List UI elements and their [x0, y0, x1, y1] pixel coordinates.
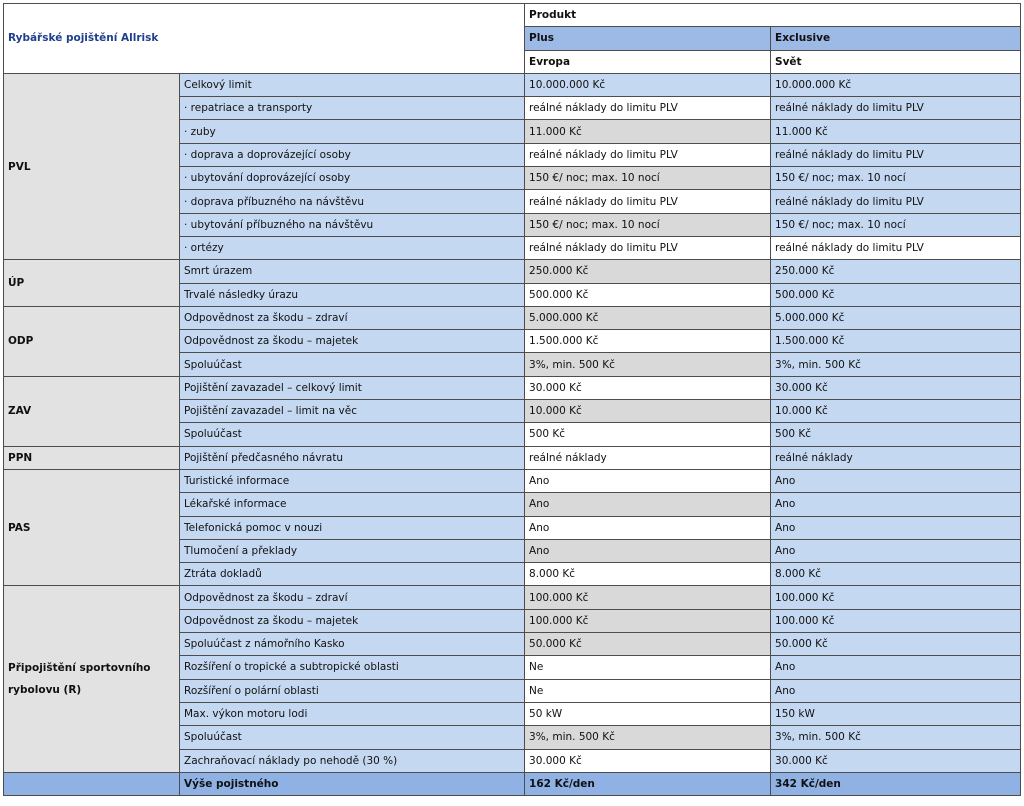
item-label: Turistické informace	[180, 469, 525, 492]
item-label: Odpovědnost za škodu – zdraví	[180, 586, 525, 609]
exclusive-value: reálné náklady	[771, 446, 1021, 469]
table-row	[4, 376, 1021, 399]
category-cell: Připojištění sportovního rybolovu (R)	[4, 586, 180, 772]
exclusive-value: 500.000 Kč	[771, 283, 1021, 306]
exclusive-value: 3%, min. 500 Kč	[771, 726, 1021, 749]
item-label: · zuby	[180, 120, 525, 143]
plus-value: reálné náklady	[525, 446, 771, 469]
exclusive-value: 150 kW	[771, 702, 1021, 725]
table-row	[4, 73, 1021, 96]
plus-value: Ano	[525, 469, 771, 492]
item-label: Pojištění předčasného návratu	[180, 446, 525, 469]
total-row	[4, 772, 1021, 795]
plus-value: 150 €/ noc; max. 10 nocí	[525, 213, 771, 236]
table-row	[4, 260, 1021, 283]
exclusive-value: 1.500.000 Kč	[771, 330, 1021, 353]
plus-value: 10.000.000 Kč	[525, 73, 771, 96]
plus-value: 50.000 Kč	[525, 633, 771, 656]
total-plus: 162 Kč/den	[525, 772, 771, 795]
plus-value: 3%, min. 500 Kč	[525, 726, 771, 749]
exclusive-value: 50.000 Kč	[771, 633, 1021, 656]
table-row	[4, 446, 1021, 469]
exclusive-value: 100.000 Kč	[771, 609, 1021, 632]
plus-value: reálné náklady do limitu PLV	[525, 190, 771, 213]
product-name-plus: Plus	[525, 27, 771, 50]
product-header: Produkt	[525, 4, 1021, 27]
item-label: Spoluúčast z námořního Kasko	[180, 633, 525, 656]
item-label: Zachraňovací náklady po nehodě (30 %)	[180, 749, 525, 772]
exclusive-value: 30.000 Kč	[771, 749, 1021, 772]
product-region-plus: Evropa	[525, 50, 771, 73]
plus-value: 100.000 Kč	[525, 586, 771, 609]
category-cell: ZAV	[4, 376, 180, 446]
item-label: · repatriace a transporty	[180, 97, 525, 120]
exclusive-value: reálné náklady do limitu PLV	[771, 190, 1021, 213]
coverage-table	[3, 3, 1021, 796]
exclusive-value: 250.000 Kč	[771, 260, 1021, 283]
item-label: · doprava a doprovázející osoby	[180, 143, 525, 166]
plus-value: Ne	[525, 656, 771, 679]
total-exclusive: 342 Kč/den	[771, 772, 1021, 795]
item-label: Tlumočení a překlady	[180, 539, 525, 562]
exclusive-value: 10.000 Kč	[771, 400, 1021, 423]
exclusive-value: Ano	[771, 539, 1021, 562]
product-name-exclusive: Exclusive	[771, 27, 1021, 50]
item-label: Max. výkon motoru lodi	[180, 702, 525, 725]
exclusive-value: Ano	[771, 493, 1021, 516]
item-label: Lékařské informace	[180, 493, 525, 516]
table-row	[4, 469, 1021, 492]
category-cell: PVL	[4, 73, 180, 259]
plus-value: 1.500.000 Kč	[525, 330, 771, 353]
exclusive-value: Ano	[771, 679, 1021, 702]
item-label: Odpovědnost za škodu – zdraví	[180, 306, 525, 329]
plus-value: Ano	[525, 516, 771, 539]
plus-value: Ne	[525, 679, 771, 702]
item-label: Smrt úrazem	[180, 260, 525, 283]
plus-value: reálné náklady do limitu PLV	[525, 97, 771, 120]
plus-value: 11.000 Kč	[525, 120, 771, 143]
plus-value: 8.000 Kč	[525, 563, 771, 586]
item-label: Telefonická pomoc v nouzi	[180, 516, 525, 539]
exclusive-value: reálné náklady do limitu PLV	[771, 143, 1021, 166]
plus-value: 250.000 Kč	[525, 260, 771, 283]
plus-value: 30.000 Kč	[525, 749, 771, 772]
item-label: Pojištění zavazadel – celkový limit	[180, 376, 525, 399]
plus-value: reálné náklady do limitu PLV	[525, 236, 771, 259]
category-cell: PPN	[4, 446, 180, 469]
item-label: · doprava příbuzného na návštěvu	[180, 190, 525, 213]
exclusive-value: 150 €/ noc; max. 10 nocí	[771, 167, 1021, 190]
header-row-product	[4, 4, 1021, 27]
exclusive-value: 11.000 Kč	[771, 120, 1021, 143]
plus-value: Ano	[525, 493, 771, 516]
item-label: Ztráta dokladů	[180, 563, 525, 586]
plus-value: 5.000.000 Kč	[525, 306, 771, 329]
plus-value: 3%, min. 500 Kč	[525, 353, 771, 376]
item-label: · ubytování příbuzného na návštěvu	[180, 213, 525, 236]
item-label: Celkový limit	[180, 73, 525, 96]
plus-value: 50 kW	[525, 702, 771, 725]
category-cell: ODP	[4, 306, 180, 376]
item-label: · ortézy	[180, 236, 525, 259]
item-label: Odpovědnost za škodu – majetek	[180, 609, 525, 632]
exclusive-value: 8.000 Kč	[771, 563, 1021, 586]
item-label: Pojištění zavazadel – limit na věc	[180, 400, 525, 423]
item-label: Rozšíření o tropické a subtropické oblasti	[180, 656, 525, 679]
exclusive-value: Ano	[771, 516, 1021, 539]
exclusive-value: reálné náklady do limitu PLV	[771, 97, 1021, 120]
total-label: Výše pojistného	[180, 772, 525, 795]
exclusive-value: 10.000.000 Kč	[771, 73, 1021, 96]
exclusive-value: 5.000.000 Kč	[771, 306, 1021, 329]
item-label: Spoluúčast	[180, 353, 525, 376]
table-row	[4, 586, 1021, 609]
exclusive-value: 100.000 Kč	[771, 586, 1021, 609]
total-blank	[4, 772, 180, 795]
category-cell: PAS	[4, 469, 180, 585]
product-region-exclusive: Svět	[771, 50, 1021, 73]
item-label: Spoluúčast	[180, 726, 525, 749]
plus-value: 100.000 Kč	[525, 609, 771, 632]
exclusive-value: 3%, min. 500 Kč	[771, 353, 1021, 376]
plus-value: 30.000 Kč	[525, 376, 771, 399]
exclusive-value: Ano	[771, 469, 1021, 492]
exclusive-value: reálné náklady do limitu PLV	[771, 236, 1021, 259]
table-title: Rybářské pojištění Allrisk	[4, 4, 525, 74]
exclusive-value: 30.000 Kč	[771, 376, 1021, 399]
item-label: · ubytování doprovázející osoby	[180, 167, 525, 190]
plus-value: 500.000 Kč	[525, 283, 771, 306]
table-row	[4, 306, 1021, 329]
item-label: Rozšíření o polární oblasti	[180, 679, 525, 702]
exclusive-value: 500 Kč	[771, 423, 1021, 446]
exclusive-value: Ano	[771, 656, 1021, 679]
plus-value: reálné náklady do limitu PLV	[525, 143, 771, 166]
plus-value: 10.000 Kč	[525, 400, 771, 423]
item-label: Spoluúčast	[180, 423, 525, 446]
plus-value: Ano	[525, 539, 771, 562]
plus-value: 500 Kč	[525, 423, 771, 446]
item-label: Trvalé následky úrazu	[180, 283, 525, 306]
category-cell: ÚP	[4, 260, 180, 307]
plus-value: 150 €/ noc; max. 10 nocí	[525, 167, 771, 190]
exclusive-value: 150 €/ noc; max. 10 nocí	[771, 213, 1021, 236]
item-label: Odpovědnost za škodu – majetek	[180, 330, 525, 353]
